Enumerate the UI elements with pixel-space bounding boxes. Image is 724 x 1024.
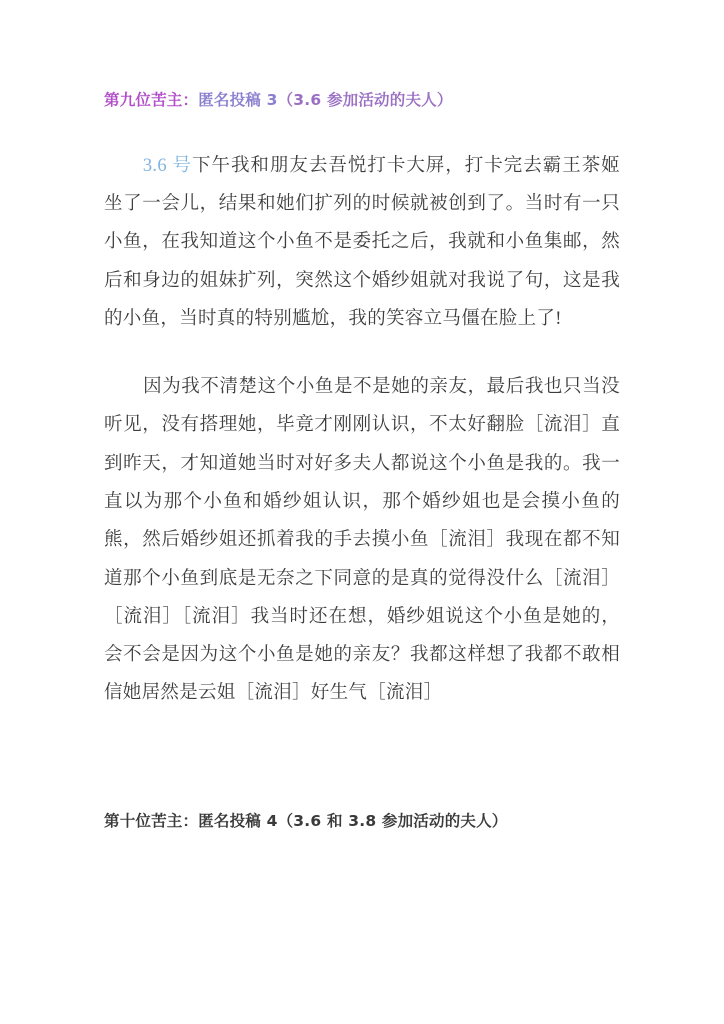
top-margin — [104, 0, 620, 88]
section-heading-label-2: 第十位苦主： — [104, 811, 199, 830]
paragraph-one — [104, 147, 620, 338]
section-heading-paren-2: （3.6 和 3.8 参加活动的夫人） — [277, 811, 508, 830]
section-heading-nine — [104, 88, 620, 113]
paragraph-gap — [104, 338, 620, 368]
paragraph-two-text: 因为我不清楚这个小鱼是不是她的亲友，最后我也只当没听见，没有搭理她，毕竟才刚刚认识，不太好翻脸［流泪］直到昨天，才知道她当时对好多夫人都说这个小鱼是我的。我一直以为那个小鱼和婚纱姐认识，那个婚纱姐也是会摸小鱼的熊，然后婚纱姐还抓着我的手去摸小鱼［流泪］我现在都不知道那个小鱼到底是无奈之下同意的是真的觉得没什么［流泪］［流泪］［流泪］我当时还在想，婚纱姐说这个小鱼是她的，会不会是因为这个小鱼是她的亲友？我都这样想了我都不敢相信她居然是云姐［流泪］好生气［流泪］ — [104, 377, 620, 704]
section-gap — [104, 713, 620, 809]
paragraph-two — [104, 368, 620, 713]
section-heading-ten — [104, 809, 620, 834]
section-heading-label: 第九位苦主： — [104, 91, 199, 109]
section-heading-title-2: 匿名投稿 4 — [198, 811, 278, 830]
section-heading-paren: （3.6 参加活动的夫人） — [277, 91, 453, 109]
section-heading-title: 匿名投稿 3 — [198, 91, 278, 109]
heading-paragraph-gap — [104, 113, 620, 147]
date-accent: 3.6 号 — [142, 155, 192, 176]
paragraph-one-text: 下午我和朋友去吾悦打卡大屏，打卡完去霸王茶姬坐了一会儿，结果和她们扩列的时候就被创到了。当时有一只小鱼，在我知道这个小鱼不是委托之后，我就和小鱼集邮，然后和身边的姐妹扩列，突然这个婚纱姐就对我说了句，这是我的小鱼，当时真的特别尴尬，我的笑容立马僵在脸上了! — [104, 155, 620, 329]
